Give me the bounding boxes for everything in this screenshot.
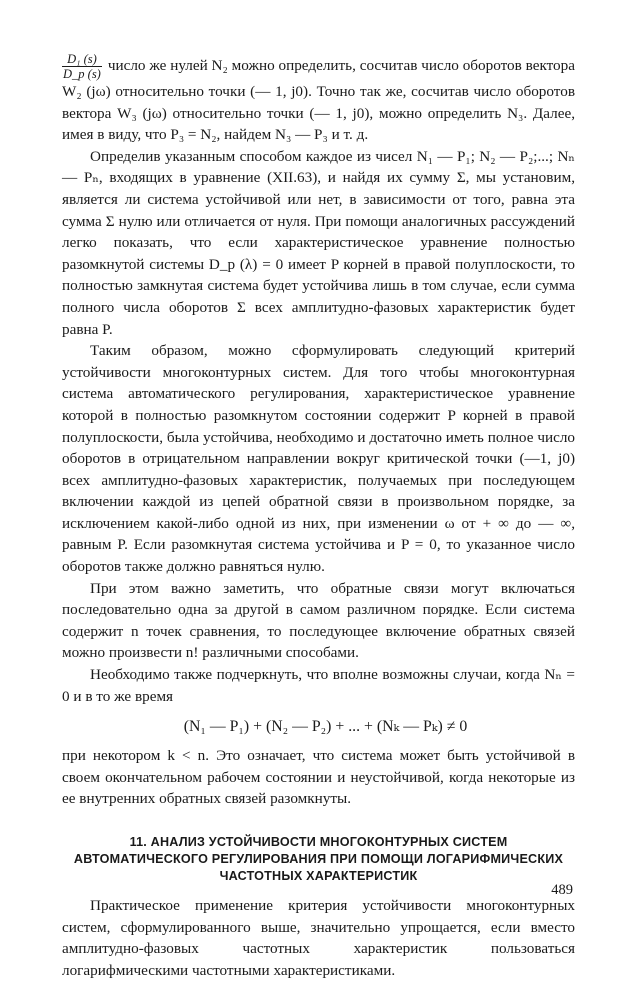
paragraph-3: Таким образом, можно сформулировать следующий критерий устойчивости многоконтурных систем. Для того чтобы многоконтурная система автоматического регулирования, характеристическое уравнение которой в полностью разомкнутом состоянии содержит P корней в правой полуплоскости, была устойчива, необходимо и достаточно иметь полное число оборотов в отрицательном направлении вокруг критической точки (—1, j0) всех амплитудно-фазовых характеристик, получаемых при последующем включении каждой из цепей обратной связи в произвольном порядке, за исключением какой-либо одной из них, при изменении ω от + ∞ до — ∞, равным P. Если разомкнутая система устойчива и P = 0, то указанное число оборотов также должно равняться нулю. xyxy=(62,342,575,576)
page-number: 489 xyxy=(551,882,573,898)
paragraph-5: Необходимо также подчеркнуть, что вполне возможны случаи, когда Nₙ = 0 и в то же время xyxy=(62,666,575,705)
section-heading: 11. АНАЛИЗ УСТОЙЧИВОСТИ МНОГОКОНТУРНЫХ СИСТЕМ АВТОМАТИЧЕСКОГО РЕГУЛИРОВАНИЯ ПРИ ПОМОЩИ ЛОГАРИФМИЧЕСКИХ ЧАСТОТНЫХ ХАРАКТЕРИСТИК xyxy=(73,835,564,883)
fraction xyxy=(62,52,102,81)
paragraph-1 xyxy=(62,52,575,146)
fraction-denominator: D_p (s) xyxy=(63,67,101,81)
paragraph-after-formula: при некотором k < n. Это означает, что система может быть устойчивой в своем окончательном рабочем состоянии и неустойчивой, когда некоторые из ее внутренних обратных связей разомкнуты. xyxy=(62,747,575,808)
page-body xyxy=(62,52,575,981)
final-paragraph: Практическое применение критерия устойчивости многоконтурных систем, сформулированного выше, значительно упрощается, если вместо амплитудно-фазовых частотных характеристик пользоваться логарифмическими частотными характеристиками. xyxy=(62,897,575,979)
paragraph-4: При этом важно заметить, что обратные связи могут включаться последовательно одна за другой в самом различном порядке. Если система содержит n точек сравнения, то последующее включение обратных связей можно произвести n! различными способами. xyxy=(62,579,575,662)
formula: (N₁ — P₁) + (N₂ — P₂) + ... + (Nₖ — Pₖ) ≠ 0 xyxy=(183,718,468,736)
paragraph-2: Определив указанным способом каждое из чисел N₁ — P₁; N₂ — P₂;...; Nₙ — Pₙ, входящих в уравнение (XII.63), и найдя их сумму Σ, мы установим, является ли система устойчивой или нет, в зависимости от того, равна эта сумма Σ нулю или отличается от нуля. При помощи аналогичных рассуждений легко показать, что если характеристическое уравнение полностью разомкнутой системы D_p (λ) = 0 имеет P корней в правой полуплоскости, то полностью замкнутая система будет устойчива лишь в том случае, если сумма полного числа оборотов Σ всех амплитудно-фазовых характеристик будет равна P. xyxy=(62,147,575,338)
paragraph-1-text: число же нулей N₂ можно определить, сосчитав число оборотов вектора W₂ (jω) относительно точки (— 1, j0). Точно так же, сосчитав число оборотов вектора W₃ (jω) относительно точки (— 1, j0), можно определить N₃. Далее, имея в виду, что P₃ = N₂, найдем N₃ — P₃ и т. д. xyxy=(62,56,575,144)
fraction-numerator: D₁ (s) xyxy=(62,52,102,67)
